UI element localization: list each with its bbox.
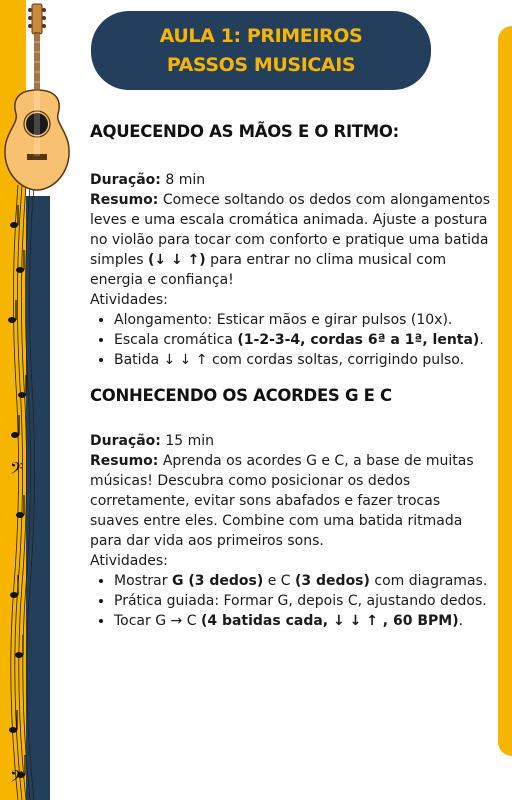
activities-label: Atividades: (90, 292, 168, 308)
section-body (90, 170, 490, 370)
guitar-icon (0, 0, 80, 195)
section-heading: AQUECENDO AS MÃOS E O RITMO: (90, 122, 399, 141)
activity-text: Tocar G → C (114, 613, 197, 629)
activity-text: Batida ↓ ↓ ↑ com cordas soltas, corrigindo pulso. (114, 352, 465, 368)
summary-paragraph (90, 190, 490, 290)
activity-bold: (3 dedos) (295, 573, 370, 589)
activities-label: Atividades: (90, 553, 168, 569)
duration-line (90, 431, 490, 451)
activity-text: Alongamento: Esticar mãos e girar pulsos (10x). (114, 312, 453, 328)
duration-label: Duração: (90, 433, 161, 449)
duration-value: 15 min (165, 433, 215, 449)
title-line-1: AULA 1: PRIMEIROS (159, 24, 363, 47)
activity-text: Escala cromática (114, 332, 233, 348)
activity-text: Prática guiada: Formar G, depois C, ajustando dedos. (114, 593, 487, 609)
list-item (114, 350, 490, 370)
lesson-title-banner (91, 11, 431, 90)
summary-label: Resumo: (90, 192, 159, 208)
duration-label: Duração: (90, 172, 161, 188)
summary-label: Resumo: (90, 453, 159, 469)
activity-tail: . (479, 332, 484, 348)
activity-text: . (458, 613, 464, 629)
activity-text: e C (267, 573, 291, 589)
summary-paragraph (90, 451, 490, 551)
duration-line (90, 170, 490, 190)
list-item (114, 591, 490, 611)
section-body (90, 431, 490, 631)
section-heading: CONHECENDO OS ACORDES G E C (90, 386, 392, 405)
activities-list (90, 310, 490, 370)
right-accent-bar (498, 26, 512, 756)
summary-text: Aprenda os acordes G e C, a base de muitas músicas! Descubra como posicionar os dedos corretamente, evitar sons abafados e fazer trocas suaves entre eles. Combine com uma batida ritmada para dar vida aos primeiros sons. (90, 453, 474, 549)
summary-tail: para entrar no clima musical com energia e confiança! (90, 252, 447, 288)
activity-bold: G (3 dedos) (171, 573, 264, 589)
list-item (114, 611, 490, 631)
svg-text:𝄢: 𝄢 (10, 766, 23, 790)
duration-value: 8 min (165, 172, 206, 188)
title-line-2: PASSOS MUSICAIS (166, 53, 356, 76)
music-staff-decoration (0, 185, 60, 800)
summary-text: Comece soltando os dedos com alongamentos leves e uma escala cromática animada. Ajuste a postura no violão para tocar com conforto e pratique uma batida simples (90, 192, 490, 268)
list-item (114, 571, 490, 591)
list-item (114, 330, 490, 350)
activities-list (90, 571, 490, 631)
summary-strum-pattern: (↓ ↓ ↑) (147, 252, 206, 268)
activity-bold: (4 batidas cada, ↓ ↓ ↑ , 60 BPM) (200, 613, 459, 629)
svg-text:𝄢: 𝄢 (10, 458, 23, 482)
note-icon (10, 222, 18, 228)
list-item (114, 310, 490, 330)
activity-text: com diagramas. (374, 573, 488, 589)
activity-text: Mostrar (114, 573, 168, 589)
activity-bold: (1-2-3-4, cordas 6ª a 1ª, lenta) (237, 332, 480, 348)
